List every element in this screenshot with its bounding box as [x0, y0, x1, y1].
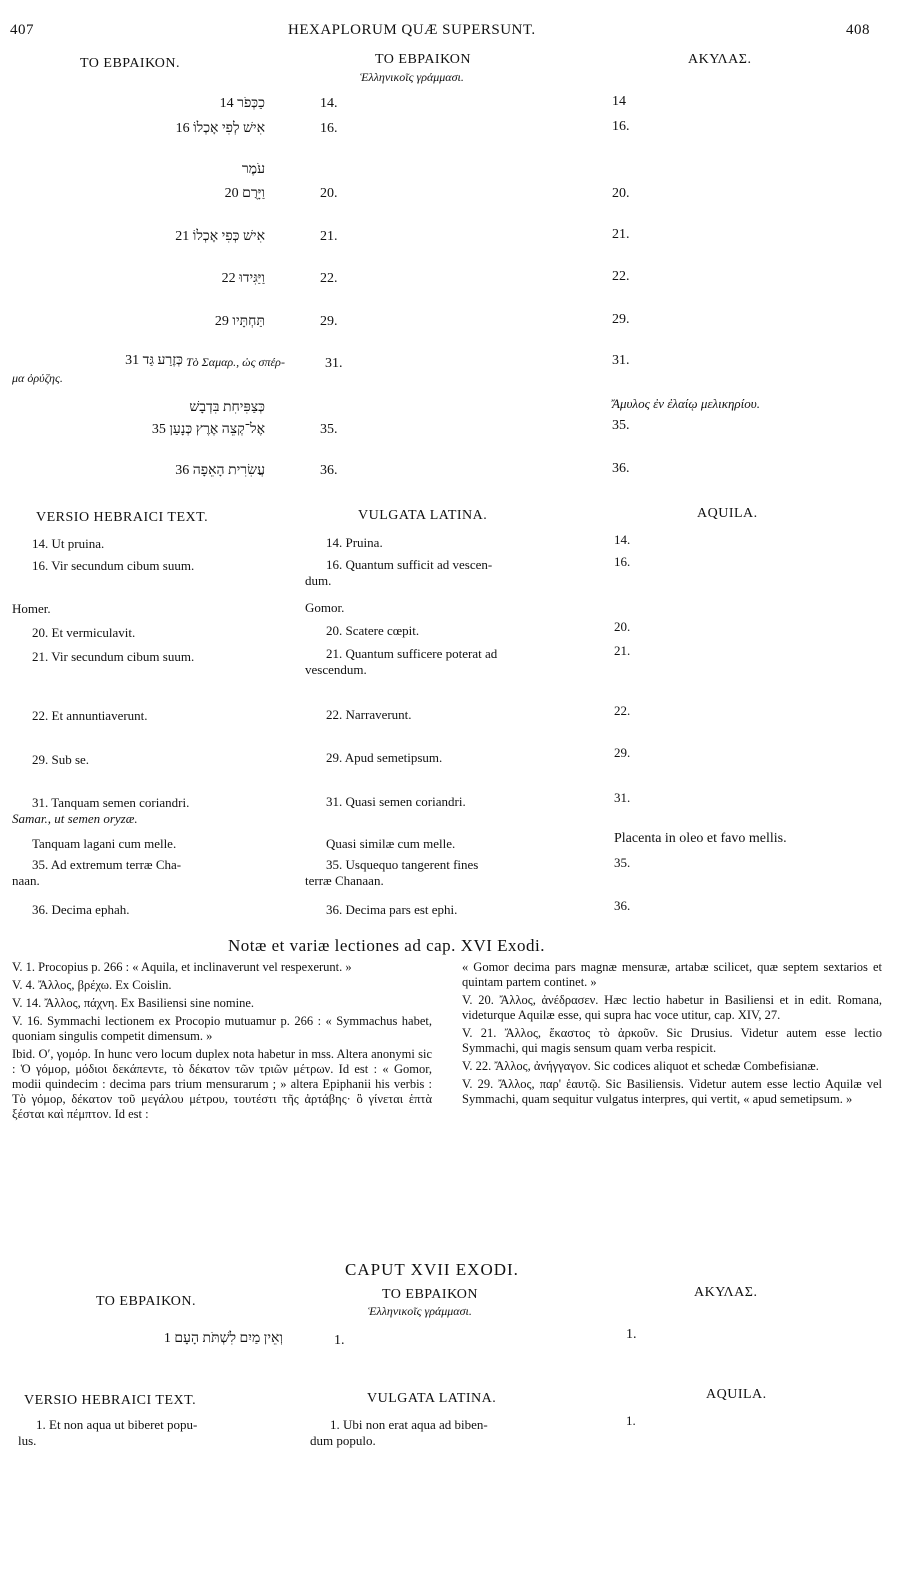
versio-line: Homer. — [12, 601, 51, 616]
akylas-cell: 14 — [612, 94, 626, 109]
notes-left-column — [12, 960, 432, 1125]
note-paragraph: V. 22. Ἄλλος, ἀνήγγαγον. Sic codices aliquot et schedæ Combefisianæ. — [462, 1059, 819, 1073]
heb-cell: עֲשִׂרִית הָאֵפָה 36 — [175, 463, 265, 478]
akylas-cell: 31. — [612, 353, 630, 368]
vulgata-line: Quasi similæ cum melle. — [326, 836, 456, 851]
col-header-graecis-sub: Ἑλληνικοῖς γράμμασι. — [360, 70, 464, 84]
heb-cell: וְאֵין מַיִם לִשְׁתֹּת הָעָם 1 — [163, 1331, 283, 1346]
heb-cell: תַּחְתָּיו 29 — [214, 314, 265, 329]
running-title: HEXAPLORUM QUÆ SUPERSUNT. — [288, 22, 536, 38]
versio-line: Tanquam lagani cum melle. — [32, 836, 177, 851]
versio-line: 22. Et annuntiaverunt. — [32, 708, 148, 723]
akylas-cell: 29. — [612, 312, 630, 327]
notes-right-column — [462, 960, 882, 1110]
vulgata-line: 29. Apud semetipsum. — [326, 750, 443, 765]
akylas-cell: Ἄμυλος ἐν ἐλαίῳ μελικηρίου. — [612, 396, 760, 411]
vulgata-line: 36. Decima pars est ephi. — [326, 902, 458, 917]
mid-cell: 36. — [320, 463, 338, 478]
mid-cell: 14. — [320, 96, 338, 111]
aquila-line: 20. — [614, 619, 631, 634]
heb-cell: כְּזֶרַע גַּד 31 — [125, 353, 183, 368]
versio-line: lus. — [18, 1433, 37, 1448]
vulgata-line: Gomor. — [305, 600, 345, 615]
mid-cell: 35. — [320, 422, 338, 437]
versio-line: 31. Tanquam semen coriandri. — [32, 795, 190, 810]
versio-line: Samar., ut semen oryzæ. — [12, 811, 138, 826]
note-paragraph: V. 16. Symmachi lectionem ex Procopio mutuamur p. 266 : « Symmachus habet, quoniam singulis competit dimensum. » — [12, 1014, 432, 1043]
heb-cell: אִישׁ כְּפִי אָכְלוֹ 21 — [175, 229, 265, 244]
aquila-line: 31. — [614, 790, 631, 805]
note-paragraph: V. 20. Ἄλλος, ἀνέδρασεν. Hæc lectio habetur in Basiliensi et in edit. Romana, videturque Aquilæ esse, qui supra hac voce utitur, cap. XIV, 27. — [462, 993, 882, 1022]
versio-line: 35. Ad extremum terræ Cha- — [32, 857, 182, 872]
vulgata-line: 20. Scatere cœpit. — [326, 623, 420, 638]
samaritan-note-cont: μα ὀρύζης. — [12, 371, 63, 385]
mid-cell: 31. — [325, 356, 343, 371]
vulgata-line: 14. Pruina. — [326, 535, 383, 550]
aquila-line: 35. — [614, 855, 631, 870]
vulgata-line: 22. Narraverunt. — [326, 707, 412, 722]
aquila-line: 22. — [614, 703, 631, 718]
mid-cell: 29. — [320, 314, 338, 329]
col-header-vulgata: VULGATA LATINA. — [367, 1391, 497, 1406]
notes-heading: Notæ et variæ lectiones ad cap. XVI Exodi. — [228, 936, 546, 955]
heb-cell: כַכְּפֹר 14 — [219, 96, 265, 111]
versio-line: 21. Vir secundum cibum suum. — [32, 649, 195, 664]
note-paragraph: Ibid. Οʹ, γομόρ. In hunc vero locum duplex nota habetur in mss. Altera anonymi sic : Ὁ γόμορ, μόδιοι δεκάπεντε, τὸ δέκατον τῶν τριῶν μέτρων. Id est : « Gomor, modii quindecim : decima pars trium mensurarum ; » altera Epiphanii his verbis : Τὸ γόμορ, δέκατον τοῦ μεγάλου μέτρου, τουτέστι τῆς ἀρτάβης· ὃ γίνεται ἑπτὰ ξέσται καὶ πέμπτον. Id est : — [12, 1047, 432, 1121]
mid-cell: 20. — [320, 186, 338, 201]
chapter-heading: CAPUT XVII EXODI. — [345, 1260, 519, 1279]
versio-line: 16. Vir secundum cibum suum. — [32, 558, 195, 573]
versio-line: naan. — [12, 873, 40, 888]
col-header-hebraicon: ΤΟ ΕΒΡΑΙΚΟΝ. — [96, 1294, 196, 1309]
akylas-cell: 16. — [612, 119, 630, 134]
aquila-line: 29. — [614, 745, 631, 760]
akylas-cell: 22. — [612, 269, 630, 284]
col-header-hebraicon-graecis: ΤΟ ΕΒΡΑΙΚΟΝ — [382, 1287, 478, 1302]
mid-cell: 22. — [320, 271, 338, 286]
vulgata-line: 21. Quantum sufficere poterat ad — [326, 646, 498, 661]
akylas-cell: 35. — [612, 418, 630, 433]
versio-line: 20. Et vermiculavit. — [32, 625, 136, 640]
versio-line: 29. Sub se. — [32, 752, 90, 767]
vulgata-line: 35. Usquequo tangerent fines — [326, 857, 479, 872]
heb-cell: וַיַּגִּידוּ 22 — [221, 271, 265, 286]
vulgata-line: vescendum. — [305, 662, 367, 677]
akylas-cell: 1. — [626, 1327, 637, 1342]
col-header-vulgata: VULGATA LATINA. — [358, 508, 488, 523]
vulgata-line: dum. — [305, 573, 332, 588]
versio-line: 14. Ut pruina. — [32, 536, 105, 551]
heb-cell: אִישׁ לְפִי אָכְלוֹ 16 — [175, 121, 265, 136]
versio-line: 1. Et non aqua ut biberet popu- — [36, 1417, 198, 1432]
note-paragraph: V. 14. Ἄλλος, πάχνη. Ex Basiliensi sine nomine. — [12, 996, 255, 1010]
aquila-line: 16. — [614, 554, 631, 569]
col-header-hebraicon-graecis: ΤΟ ΕΒΡΑΙΚΟΝ — [375, 52, 471, 67]
heb-cell: וַיָּרֻם 20 — [224, 186, 265, 201]
col-header-aquila: AQUILA. — [697, 506, 758, 521]
akylas-cell: 20. — [612, 186, 630, 201]
heb-cell: כְּצַפִּיחִת בִּדְבָשׁ — [189, 400, 265, 415]
aquila-line: 14. — [614, 532, 631, 547]
col-header-aquila: AQUILA. — [706, 1387, 767, 1402]
col-header-versio: VERSIO HEBRAICI TEXT. — [36, 510, 209, 525]
heb-cell: עֹמֶר — [241, 162, 265, 177]
vulgata-line: 16. Quantum sufficit ad vescen- — [326, 557, 493, 572]
col-header-akylas: ΑΚΥΛΑΣ. — [694, 1285, 758, 1300]
note-paragraph: V. 21. Ἄλλος, ἕκαστος τὸ ἀρκοῦν. Sic Drusius. Videtur autem esse lectio Symmachi, qui magis sensum quam verba respicit. — [462, 1026, 882, 1055]
vulgata-line: 1. Ubi non erat aqua ad biben- — [330, 1417, 488, 1432]
col-header-graecis-sub: Ἑλληνικοῖς γράμμασι. — [368, 1304, 472, 1318]
akylas-cell: 36. — [612, 461, 630, 476]
samaritan-note: Τὸ Σαμαρ., ὡς σπέρ- — [186, 355, 285, 369]
versio-line: 36. Decima ephah. — [32, 902, 130, 917]
vulgata-line: dum populo. — [310, 1433, 376, 1448]
note-paragraph: V. 29. Ἄλλος, παρ' ἑαυτῷ. Sic Basiliensis. Videtur autem esse lectio Aquilæ vel Symmachi, quam sequitur vulgatus interpres, qui vertit, « apud semetipsum. » — [462, 1077, 882, 1106]
aquila-line: 1. — [626, 1413, 636, 1428]
col-header-hebraicon: ΤΟ ΕΒΡΑΙΚΟΝ. — [80, 56, 180, 71]
page-number-left: 407 — [10, 22, 34, 38]
mid-cell: 16. — [320, 121, 338, 136]
col-header-versio: VERSIO HEBRAICI TEXT. — [24, 1393, 197, 1408]
page-number-right: 408 — [846, 22, 870, 38]
vulgata-line: terræ Chanaan. — [305, 873, 384, 888]
vulgata-line: 31. Quasi semen coriandri. — [326, 794, 466, 809]
mid-cell: 21. — [320, 229, 338, 244]
aquila-line: 21. — [614, 643, 631, 658]
aquila-line: 36. — [614, 898, 631, 913]
col-header-akylas: ΑΚΥΛΑΣ. — [688, 52, 752, 67]
aquila-line: Placenta in oleo et favo mellis. — [614, 831, 787, 846]
akylas-cell: 21. — [612, 227, 630, 242]
note-paragraph: « Gomor decima pars magnæ mensuræ, artabæ scilicet, quæ septem sextarios et quintam partem continet. » — [462, 960, 882, 989]
note-paragraph: V. 1. Procopius p. 266 : « Aquila, et inclinaverunt vel respexerunt. » — [12, 960, 352, 974]
heb-cell: אֶל־קְצֵה אֶרֶץ כְּנָעַן 35 — [151, 422, 265, 437]
mid-cell: 1. — [334, 1333, 345, 1348]
note-paragraph: V. 4. Ἄλλος, βρέχω. Ex Coislin. — [12, 978, 172, 992]
